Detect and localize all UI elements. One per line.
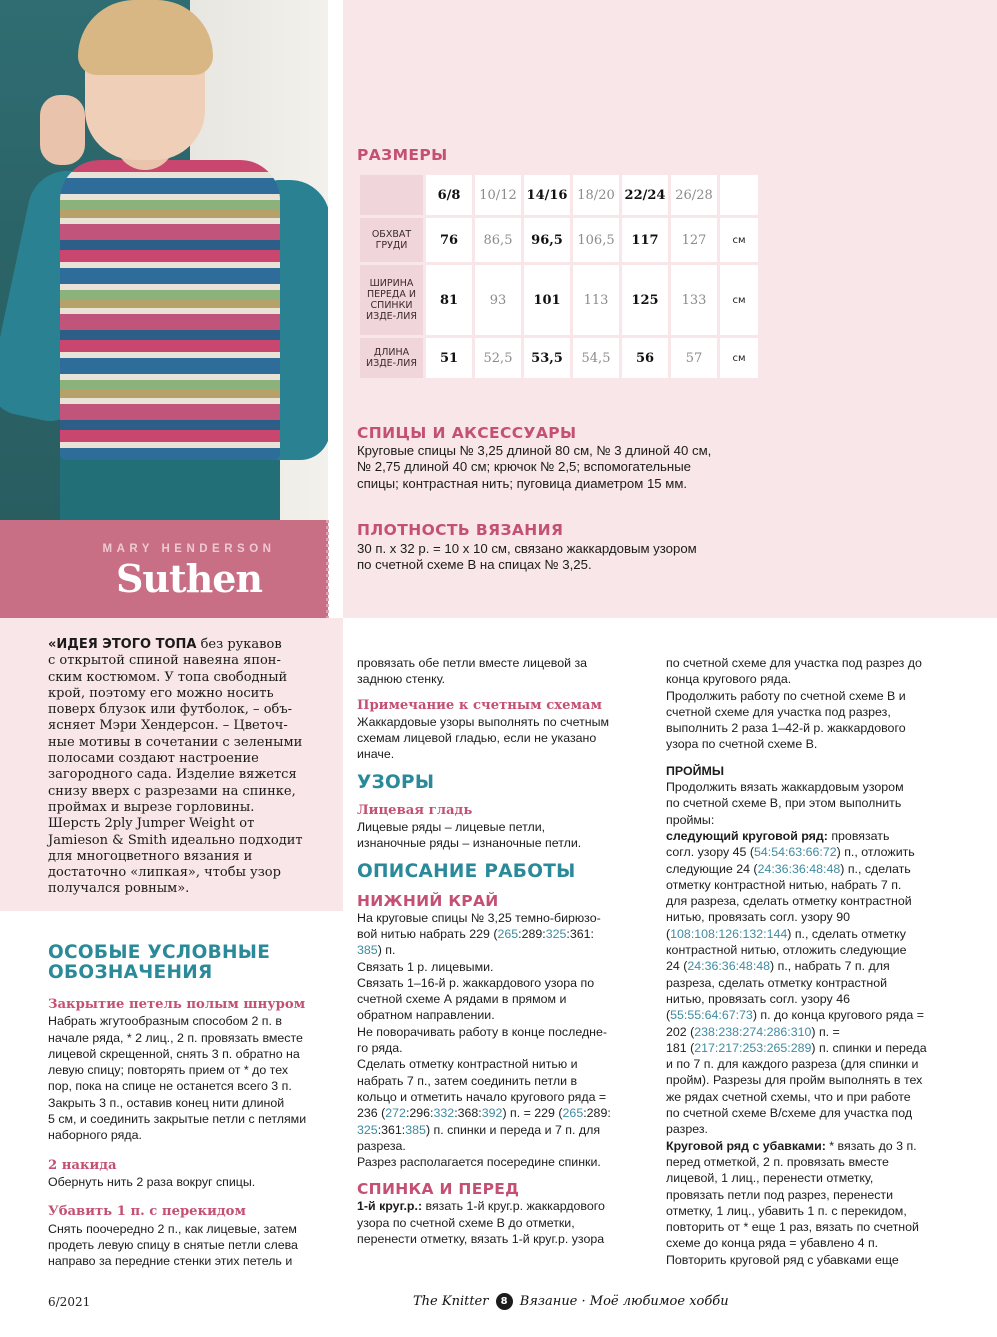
size-cell: 56 [622, 338, 668, 378]
s3-title: Убавить 1 п. с перекидом [48, 1204, 246, 1220]
back-front-heading: СПИНКА И ПЕРЕД [357, 1180, 520, 1199]
size-cell: 96,5 [524, 218, 570, 262]
size-header: 26/28 [671, 175, 717, 215]
intro-quote: «ИДЕЯ ЭТОГО ТОПА без рукавов с открытой спиной навеяна япон- ским костюмом. У топа свободный крой, поэтому его можно носить поверх блузок или футболок, – объ- ясняет Мэри Хендерсон. – Цветоч- ные мотивы в сочетании с зелеными полосами создают настроение загородного сада. Изделие вяжется снизу вверх с разрезами на спинке, проймах и вырезе горловины. Шерсть 2ply Jumper Weight от Jamieson & Smith идеально подходит для многоцветного вязания и достаточно «липкая», чтобы узор получался ровным». [48, 637, 303, 897]
size-cell: 54,5 [573, 338, 619, 378]
description-heading: ОПИСАНИЕ РАБОТЫ [357, 860, 576, 882]
size-cell: 52,5 [475, 338, 521, 378]
pattern-title: Suthen [115, 556, 263, 601]
size-header: 18/20 [573, 175, 619, 215]
size-cell: 113 [573, 265, 619, 335]
row-label-length: ДЛИНА ИЗДЕ-ЛИЯ [360, 338, 423, 378]
size-cell: 117 [622, 218, 668, 262]
designer-name: MARY HENDERSON [102, 543, 276, 555]
page-number: 8 [496, 1293, 513, 1310]
magazine-name: The Knitter [413, 1294, 489, 1309]
gauge-text: 30 п. х 32 р. = 10 х 10 см, связано жаккардовым узором по счетной схеме В на спицах № 3,25. [357, 541, 697, 573]
sizes-table [357, 172, 761, 381]
s2-title: 2 накида [48, 1157, 117, 1173]
size-cell: 53,5 [524, 338, 570, 378]
size-cell: 51 [426, 338, 472, 378]
unit-cell: см [720, 218, 758, 262]
size-cell: 81 [426, 265, 472, 335]
unit-cell: см [720, 338, 758, 378]
column-1: ОСОБЫЕ УСЛОВНЫЕ ОБОЗНАЧЕНИЯ Закрытие петель полым шнуром Набрать жгутообразным способом 2 п. в начале ряда, * 2 лиц., 2 п. провязать вместе лицевой скрещенной, снять 3 п. обратно на левую спицу; повторять прием от * до тех пор, пока на спице не останется всего 3 п. Закрыть 3 п., оставив конец нити длиной 5 см, и соединить закрытые петли с петлями наборного ряда. 2 накида Обернуть нить 2 раза вокруг спицы. Убавить 1 п. с перекидом Снять поочередно 2 п., как лицевые, затем продеть левую спицу в снятые петли слева направо за передние стенки этих петель и [48, 943, 343, 1269]
fair-isle-vest-image [60, 160, 280, 460]
size-cell: 86,5 [475, 218, 521, 262]
model-photo [0, 0, 328, 520]
row-label-chest: ОБХВАТ ГРУДИ [360, 218, 423, 262]
size-cell: 127 [671, 218, 717, 262]
size-cell: 125 [622, 265, 668, 335]
column-2: провязать обе петли вместе лицевой за заднюю стенку. Примечание к счетным схемам Жаккардовые узоры выполнять по счетным схемам лицевой гладью, если не указано иначе. УЗОРЫ Лицевая гладь Лицевые ряды – лицевые петли, изнаночные ряды – изнаночные петли. ОПИСАНИЕ РАБОТЫ НИЖНИЙ КРАЙ На круговые спицы № 3,25 темно-бирюзо- вой нитью набрать 229 (265:289:325:361: 385) п. Связать 1 р. лицевыми. Связать 1–16-й р. жаккардового узора по счетной схеме А рядами в прямом и обратном направлении. Не поворачивать работу в конце последне- го ряда. Сделать отметку контрастной нитью и набрать 7 п., затем соединить петли в кольцо и отметить начало кругового ряда = 236 (272:296:332:368:392) п. = 229 (265:289: 325:361:385) п. спинки и переда и 7 п. для разреза. Разрез располагается посередине спинки. СПИНКА И ПЕРЕД 1-й круг.р.: вязать 1-й круг.р. жаккардового узора по счетной схеме В до отметки, перенести отметку, вязать 1-й круг.р. узора [357, 655, 657, 1247]
hem-heading: НИЖНИЙ КРАЙ [357, 891, 499, 910]
size-cell: 76 [426, 218, 472, 262]
size-cell: 133 [671, 265, 717, 335]
size-cell: 93 [475, 265, 521, 335]
size-cell: 106,5 [573, 218, 619, 262]
issue-number: 6/2021 [48, 1295, 91, 1309]
size-cell: 101 [524, 265, 570, 335]
special-abbr-heading: ОСОБЫЕ УСЛОВНЫЕ [48, 942, 271, 963]
patterns-heading: УЗОРЫ [357, 771, 435, 793]
needles-text: Круговые спицы № 3,25 длиной 80 см, № 3 длиной 40 см, № 2,75 длиной 40 см; крючок № 2,5; вспомогательные спицы; контрастная нить; пуговица диаметром 15 мм. [357, 443, 712, 491]
size-cell: 57 [671, 338, 717, 378]
sizes-heading: РАЗМЕРЫ [357, 146, 448, 164]
armholes-heading: ПРОЙМЫ [666, 763, 725, 778]
unit-cell: см [720, 265, 758, 335]
s1-title: Закрытие петель полым шнуром [48, 997, 306, 1012]
row-label-width: ШИРИНА ПЕРЕДА И СПИНКИ ИЗДЕ-ЛИЯ [360, 265, 423, 335]
size-header: 6/8 [426, 175, 472, 215]
size-header: 22/24 [622, 175, 668, 215]
magazine-footer [413, 1293, 729, 1310]
size-header: 10/12 [475, 175, 521, 215]
gauge-heading: ПЛОТНОСТЬ ВЯЗАНИЯ [357, 521, 564, 539]
size-header: 14/16 [524, 175, 570, 215]
column-3: по счетной схеме для участка под разрез до конца кругового ряда. Продолжить работу по счетной схеме В и счетной схеме для участка под разрез, выполнить 2 раза 1–42-й р. жаккардового узора по счетной схеме В. ПРОЙМЫ Продолжить вязать жаккардовым узором по счетной схеме В, при этом выполнить проймы: следующий круговой ряд: провязать согл. узору 45 (54:54:63:66:72) п., отложить следующие 24 (24:36:36:48:48) п., сделать отметку контрастной нитью, набрать 7 п. для разреза, сделать отметку контрастной нитью, провязать согл. узору 90 (108:108:126:132:144) п., сделать отметку контрастной нитью, отложить следующие 24 (24:36:36:48:48) п., набрать 7 п. для разреза, сделать отметку контрастной нитью, провязать согл. узору 46 (55:55:64:67:73) п. до конца кругового ряда = 202 (238:238:274:286:310) п. = 181 (217:217:253:265:289) п. спинки и переда и по 7 п. для каждого разреза (для спинки и пройм). Разрезы для пройм выполнять в тех же рядах счетной схемы, что и при работе по счетной схеме В/схеме для участка под разрез. Круговой ряд с убавками: * вязать до 3 п. перед отметкой, 2 п. провязать вместе лицевой, 1 лиц., перенести отметку, провязать петли под разрез, перенести отметку, 1 лиц., убавить 1 п. с перекидом, повторить от * еще 1 раз, вязать по счетной схеме до конца ряда = убавлено 4 п. Повторить круговой ряд с убавками еще [666, 655, 966, 1268]
stst-title: Лицевая гладь [357, 802, 473, 818]
note-title: Примечание к счетным схемам [357, 697, 602, 713]
needles-heading: СПИЦЫ И АКСЕССУАРЫ [357, 424, 577, 442]
magazine-tagline: Вязание · Моё любимое хобби [519, 1294, 729, 1309]
